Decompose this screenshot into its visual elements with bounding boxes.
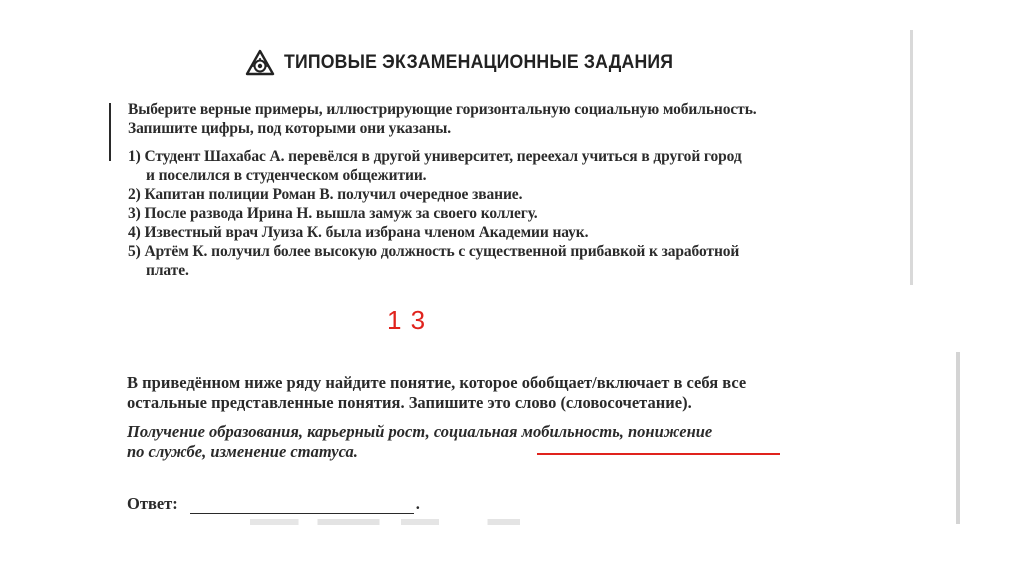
list-item	[128, 185, 898, 204]
answer-field	[127, 494, 420, 514]
option-4-line1: 4) Известный врач Луиза К. была избрана членом Академии наук.	[128, 224, 589, 241]
task1-intro-line2: Запишите цифры, под которыми они указаны.	[128, 120, 451, 137]
answer-suffix: .	[415, 494, 420, 513]
list-item	[128, 147, 898, 185]
task1-intro	[128, 100, 898, 138]
faded-scan-text	[250, 519, 520, 525]
option-3-line1: 3) После развода Ирина Н. вышла замуж за своего коллегу.	[128, 205, 538, 222]
scan-edge	[956, 352, 960, 524]
option-2-line1: 2) Капитан полиции Роман В. получил очередное звание.	[128, 186, 523, 203]
task-horizontal-mobility	[128, 100, 898, 280]
term-series	[127, 422, 927, 462]
section-heading	[244, 48, 703, 78]
margin-bar	[109, 103, 111, 161]
answer-blank	[190, 497, 414, 514]
target-triangle-icon	[244, 49, 276, 77]
scan-edge	[910, 30, 913, 285]
heading-title: ТИПОВЫЕ ЭКЗАМЕНАЦИОННЫЕ ЗАДАНИЯ	[284, 52, 674, 73]
list-item	[128, 242, 898, 280]
answer-underline	[537, 453, 780, 455]
option-5-line2: плате.	[146, 262, 189, 279]
list-item	[128, 204, 898, 223]
terms-line2: по службе, изменение статуса.	[127, 442, 358, 461]
option-5-line1: 5) Артём К. получил более высокую должность с существенной прибавкой к заработной	[128, 243, 740, 260]
option-list	[128, 147, 898, 280]
terms-line1: Получение образования, карьерный рост, социальная мобильность, понижение	[127, 422, 713, 441]
task2-question-line1: В приведённом ниже ряду найдите понятие, которое обобщает/включает в себя все	[127, 373, 747, 392]
list-item	[128, 223, 898, 242]
handwritten-answer: 1 3	[387, 305, 427, 335]
task1-intro-line1: Выберите верные примеры, иллюстрирующие горизонтальную социальную мобильность.	[128, 101, 757, 118]
task2-question-line2: остальные представленные понятия. Запишите это слово (словосочетание).	[127, 393, 692, 412]
answer-label: Ответ:	[127, 494, 178, 513]
task-generalizing-concept	[127, 373, 927, 462]
option-1-line2: и поселился в студенческом общежитии.	[146, 167, 427, 184]
option-1-line1: 1) Студент Шахабас А. перевёлся в другой университет, переехал учиться в другой город	[128, 148, 742, 165]
